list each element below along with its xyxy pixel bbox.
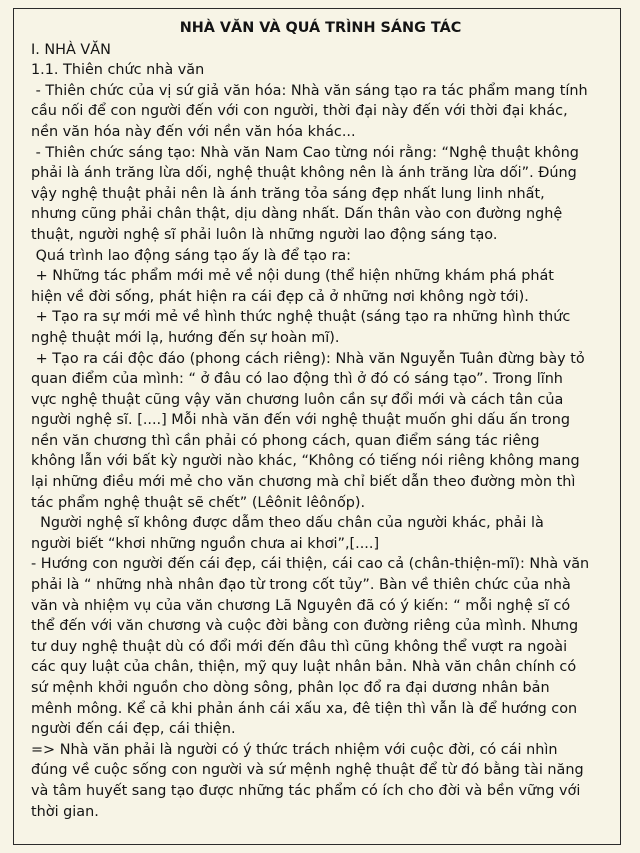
text-line: tư duy nghệ thuật dù có đổi mới đến đâu thì cũng không thể vượt ra ngoài — [31, 638, 568, 655]
text-line: - Thiên chức sáng tạo: Nhà văn Nam Cao từng nói rằng: “Nghệ thuật không — [31, 144, 579, 161]
text-line: - Hướng con người đến cái đẹp, cái thiện, cái cao cả (chân-thiện-mĩ): Nhà văn — [31, 556, 590, 573]
text-line: lại những điều mới mẻ cho văn chương mà chỉ biết dẫn theo đường mòn thì — [31, 474, 576, 491]
text-line: thời gian. — [31, 803, 99, 820]
text-line: cầu nối để con người đến với con người, thời đại này đến với thời đại khác, — [31, 103, 568, 120]
text-line: Người nghệ sĩ không được dẫm theo dấu chân của người khác, phải là — [31, 515, 544, 532]
conclusion-line: => Nhà văn phải là người có ý thức trách nhiệm với cuộc đời, có cái nhìn — [31, 741, 558, 758]
document-body — [31, 40, 610, 823]
text-line: Quá trình lao động sáng tạo ấy là để tạo ra: — [31, 247, 352, 264]
text-line: nhưng cũng phải chân thật, dịu dàng nhất. Dấn thân vào con đường nghệ — [31, 206, 563, 223]
text-line: nghệ thuật mới lạ, hướng đến sự hoàn mĩ). — [31, 329, 340, 346]
section-heading: I. NHÀ VĂN — [31, 41, 111, 58]
text-line: văn và nhiệm vụ của văn chương Lã Nguyên đã có ý kiến: “ mỗi nghệ sĩ có — [31, 597, 571, 614]
text-line: người biết “khơi những nguồn chưa ai khơi”,[....] — [31, 535, 380, 552]
text-line: thể đến với văn chương và cuộc đời bằng con đường riêng của mình. Nhưng — [31, 618, 579, 635]
text-line: phải là “ những nhà nhân đạo từ trong cốt tủy”. Bàn về thiên chức của nhà — [31, 577, 571, 594]
text-line: + Tạo ra cái độc đáo (phong cách riêng): Nhà văn Nguyễn Tuân đừng bày tỏ — [31, 350, 585, 367]
text-line: vực nghệ thuật cũng vậy văn chương luôn cần sự đổi mới và cách tân của — [31, 391, 564, 408]
text-line: đúng về cuộc sống con người và sứ mệnh nghệ thuật để từ đó bằng tài năng — [31, 762, 584, 779]
text-line: tác phẩm nghệ thuật sẽ chết” (Lêônit lêônốp). — [31, 494, 366, 511]
text-line: + Tạo ra sự mới mẻ về hình thức nghệ thuật (sáng tạo ra những hình thức — [31, 309, 571, 326]
document-title: NHÀ VĂN VÀ QUÁ TRÌNH SÁNG TÁC — [179, 20, 462, 36]
text-line: hiện về đời sống, phát hiện ra cái đẹp cả ở những nơi không ngờ tới). — [31, 288, 529, 305]
text-line: các quy luật của chân, thiện, mỹ quy luật nhân bản. Nhà văn chân chính có — [31, 659, 577, 676]
text-line: và tâm huyết sang tạo được những tác phẩm có ích cho đời và bền vững với — [31, 782, 581, 799]
text-line: phải là ánh trăng lừa dối, nghệ thuật không nên là ánh trăng lừa dối”. Đúng — [31, 165, 577, 182]
text-line: thuật, người nghệ sĩ phải luôn là những người lao động sáng tạo. — [31, 226, 498, 243]
document-page — [13, 8, 621, 845]
text-line: người nghệ sĩ. [....] Mỗi nhà văn đến với nghệ thuật muốn ghi dấu ấn trong — [31, 412, 570, 429]
text-line: - Thiên chức của vị sứ giả văn hóa: Nhà văn sáng tạo ra tác phẩm mang tính — [31, 82, 588, 99]
text-line: nền văn hóa này đến với nền văn hóa khác... — [31, 123, 356, 140]
text-line: mênh mông. Kể cả khi phản ánh cái xấu xa, đê tiện thì vẫn là để hướng con — [31, 700, 578, 717]
text-line: không lẫn với bất kỳ người nào khác, “Không có tiếng nói riêng không mang — [31, 453, 580, 470]
subsection-heading: 1.1. Thiên chức nhà văn — [31, 62, 205, 79]
text-line: sứ mệnh khởi nguồn cho dòng sông, phân lọc đổ ra đại dương nhân bản — [31, 680, 550, 696]
text-line: + Những tác phẩm mới mẻ về nội dung (thể hiện những khám phá phát — [31, 268, 554, 285]
text-line: người đến cái đẹp, cái thiện. — [31, 721, 236, 738]
text-line: nền văn chương thì cần phải có phong cách, quan điểm sáng tác riêng — [31, 432, 540, 449]
text-line: quan điểm của mình: “ ở đâu có lao động thì ở đó có sáng tạo”. Trong lĩnh — [31, 371, 563, 388]
text-line: vậy nghệ thuật phải nên là ánh trăng tỏa sáng đẹp nhất lung linh nhất, — [31, 185, 545, 202]
